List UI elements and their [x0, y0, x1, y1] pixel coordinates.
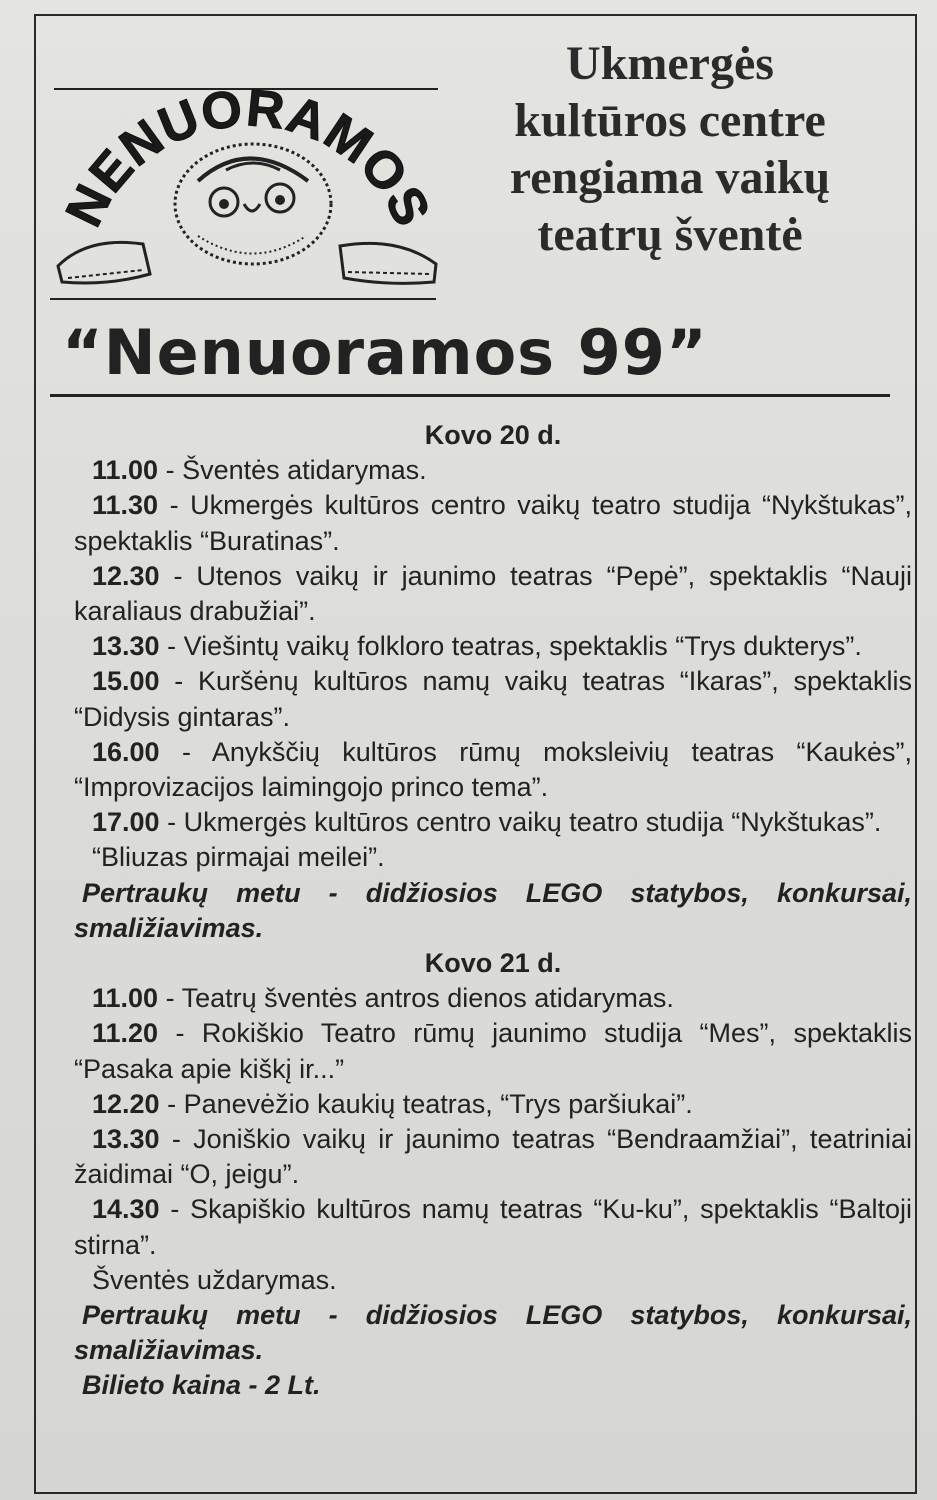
schedule-item: [74, 664, 912, 734]
schedule-item: [74, 1192, 912, 1262]
title-rule: [50, 394, 890, 397]
schedule-item: [74, 1016, 912, 1086]
shoe-icon-left: [58, 242, 150, 283]
schedule-item: [74, 488, 912, 558]
item-time: 11.30: [92, 490, 159, 521]
heading-line: Ukmergės: [566, 37, 774, 90]
schedule-item: [74, 1122, 912, 1192]
item-time: 11.20: [92, 1018, 159, 1049]
item-text: - Ukmergės kultūros centro vaikų teatro studija “Nykštukas”.: [159, 807, 882, 838]
break-note: Pertraukų metu - didžiosios LEGO statybos, konkursai, smaližiavimas.: [74, 877, 912, 943]
item-time: 14.30: [92, 1194, 160, 1225]
item-text: - Teatrų šventės antros dienos atidarymas.: [158, 983, 674, 1014]
item-time: 13.30: [92, 1124, 160, 1155]
shoe-icon-right: [340, 243, 436, 283]
schedule-item: [74, 981, 912, 1016]
item-time: 11.00: [92, 455, 159, 486]
schedule-item: [74, 735, 912, 805]
item-time: 12.20: [92, 1088, 160, 1119]
schedule-item: [74, 629, 912, 664]
logo-bottom-rule: [50, 298, 436, 300]
item-text: - Skapiškio kultūros namų teatras “Ku-ku”, spektaklis “Baltoji stirna”.: [74, 1194, 912, 1260]
item-text: - Kuršėnų kultūros namų vaikų teatras “Ikaras”, spektaklis “Didysis gintaras”.: [74, 666, 912, 732]
item-text: - Panevėžio kaukių teatras, “Trys paršiukai”.: [159, 1088, 693, 1119]
schedule-item: [74, 559, 912, 629]
schedule-extra: “Bliuzas pirmajai meilei”.: [92, 842, 385, 873]
item-text: - Rokiškio Teatro rūmų jaunimo studija “Mes”, spektaklis “Pasaka apie kiškį ir...”: [74, 1018, 912, 1084]
item-text: - Anykščių kultūros rūmų moksleivių teatras “Kaukės”, “Improvizacijos laimingojo princo tema”.: [74, 736, 912, 803]
item-time: 16.00: [92, 736, 160, 767]
item-time: 15.00: [92, 666, 160, 697]
item-time: 17.00: [92, 807, 160, 838]
logo-text: NENUORAMOS: [54, 86, 442, 236]
schedule-item: [74, 453, 912, 488]
item-text: - Utenos vaikų ir jaunimo teatras “Pepė”, spektaklis “Nauji karaliaus drabužiai”.: [74, 560, 912, 627]
break-note: Pertraukų metu - didžiosios LEGO statybos, konkursai, smaližiavimas.: [74, 1300, 912, 1366]
event-heading: [430, 35, 910, 263]
heading-line: kultūros centre: [514, 94, 826, 147]
svg-text:NENUORAMOS: [55, 86, 441, 235]
item-text: - Šventės atidarymas.: [158, 455, 427, 486]
item-time: 12.30: [92, 560, 160, 591]
festival-title: “Nenuoramos 99”: [62, 316, 708, 389]
day-heading: Kovo 20 d.: [424, 420, 562, 450]
item-time: 13.30: [92, 631, 160, 662]
item-time: 11.00: [92, 983, 159, 1014]
day-heading: Kovo 21 d.: [424, 948, 562, 979]
face-icon: [175, 144, 331, 264]
nenuoramos-logo: [48, 86, 448, 296]
ticket-price: Bilieto kaina - 2 Lt.: [82, 1370, 321, 1401]
closing-ceremony: Šventės uždarymas.: [92, 1264, 337, 1295]
item-text: - Joniškio vaikų ir jaunimo teatras “Bendraamžiai”, teatriniai žaidimai “O, jeigu”.: [74, 1124, 912, 1190]
item-text: - Viešintų vaikų folkloro teatras, spektaklis “Trys dukterys”.: [159, 631, 862, 662]
schedule: [74, 418, 912, 1404]
item-text: - Ukmergės kultūros centro vaikų teatro studija “Nykštukas”, spektaklis “Buratinas”.: [74, 490, 912, 556]
heading-line: rengiama vaikų: [509, 151, 831, 204]
schedule-item: [74, 805, 912, 840]
schedule-item: [74, 1087, 912, 1122]
heading-line: teatrų šventė: [537, 208, 803, 261]
